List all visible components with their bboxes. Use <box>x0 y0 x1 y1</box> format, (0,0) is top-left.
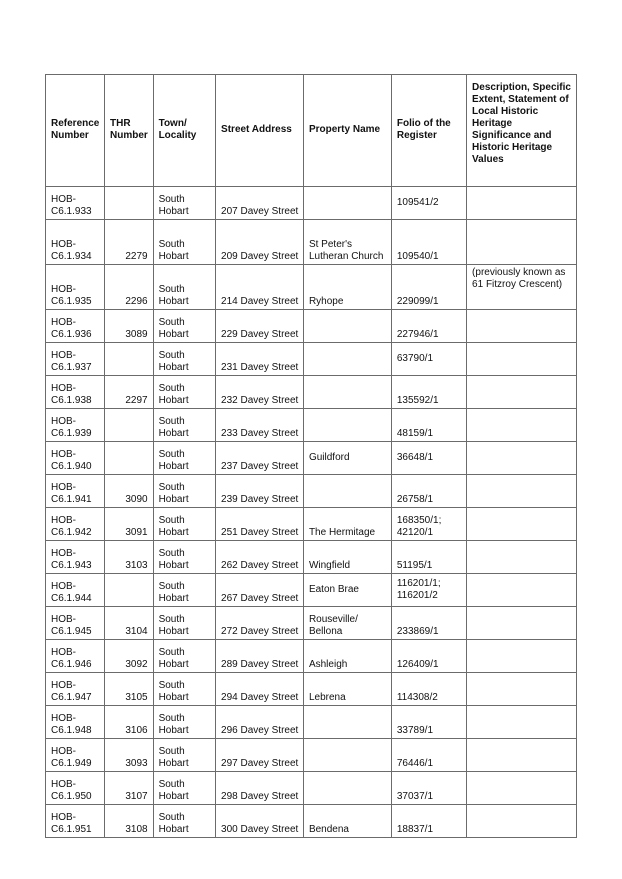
cell-thr-number: 2297 <box>105 376 154 409</box>
cell-town-locality: South Hobart <box>153 442 215 475</box>
cell-street-address: 272 Davey Street <box>216 607 304 640</box>
cell-street-address: 233 Davey Street <box>216 409 304 442</box>
table-row <box>46 640 577 673</box>
cell-thr-number: 3090 <box>105 475 154 508</box>
cell-reference-number: HOB-C6.1.950 <box>46 772 105 805</box>
cell-thr-number <box>105 343 154 376</box>
cell-description <box>467 343 577 376</box>
cell-street-address: 239 Davey Street <box>216 475 304 508</box>
cell-thr-number: 3103 <box>105 541 154 574</box>
table-row <box>46 343 577 376</box>
cell-folio: 26758/1 <box>391 475 466 508</box>
cell-street-address: 297 Davey Street <box>216 739 304 772</box>
cell-town-locality: South Hobart <box>153 376 215 409</box>
header-description: Description, Specific Extent, Statement of Local Historic Heritage Significance and Historic Heritage Values <box>467 75 577 187</box>
cell-description <box>467 310 577 343</box>
cell-reference-number: HOB-C6.1.948 <box>46 706 105 739</box>
cell-street-address: 232 Davey Street <box>216 376 304 409</box>
header-property-name: Property Name <box>303 75 391 187</box>
header-town-locality: Town/ Locality <box>153 75 215 187</box>
cell-street-address: 229 Davey Street <box>216 310 304 343</box>
cell-property-name <box>303 409 391 442</box>
cell-street-address: 267 Davey Street <box>216 574 304 607</box>
cell-description <box>467 409 577 442</box>
cell-folio: 116201/1; 116201/2 <box>391 574 466 607</box>
cell-folio: 109540/1 <box>391 220 466 265</box>
cell-property-name <box>303 187 391 220</box>
cell-street-address: 231 Davey Street <box>216 343 304 376</box>
table-row <box>46 541 577 574</box>
cell-description <box>467 772 577 805</box>
cell-town-locality: South Hobart <box>153 673 215 706</box>
cell-folio: 33789/1 <box>391 706 466 739</box>
cell-town-locality: South Hobart <box>153 772 215 805</box>
cell-reference-number: HOB-C6.1.937 <box>46 343 105 376</box>
cell-reference-number: HOB-C6.1.947 <box>46 673 105 706</box>
cell-town-locality: South Hobart <box>153 187 215 220</box>
cell-town-locality: South Hobart <box>153 475 215 508</box>
cell-street-address: 251 Davey Street <box>216 508 304 541</box>
cell-description <box>467 442 577 475</box>
cell-property-name: Eaton Brae <box>303 574 391 607</box>
cell-thr-number: 3092 <box>105 640 154 673</box>
table-row <box>46 772 577 805</box>
cell-folio: 168350/1; 42120/1 <box>391 508 466 541</box>
cell-reference-number: HOB-C6.1.934 <box>46 220 105 265</box>
cell-town-locality: South Hobart <box>153 739 215 772</box>
cell-thr-number: 3104 <box>105 607 154 640</box>
cell-folio: 36648/1 <box>391 442 466 475</box>
cell-description <box>467 475 577 508</box>
cell-thr-number <box>105 187 154 220</box>
cell-property-name: Wingfield <box>303 541 391 574</box>
cell-street-address: 262 Davey Street <box>216 541 304 574</box>
cell-town-locality: South Hobart <box>153 640 215 673</box>
cell-street-address: 294 Davey Street <box>216 673 304 706</box>
cell-description <box>467 187 577 220</box>
cell-street-address: 237 Davey Street <box>216 442 304 475</box>
cell-reference-number: HOB-C6.1.939 <box>46 409 105 442</box>
cell-reference-number: HOB-C6.1.938 <box>46 376 105 409</box>
cell-property-name <box>303 343 391 376</box>
cell-thr-number: 3107 <box>105 772 154 805</box>
cell-property-name <box>303 475 391 508</box>
header-thr-number: THR Number <box>105 75 154 187</box>
cell-reference-number: HOB-C6.1.940 <box>46 442 105 475</box>
table-row <box>46 673 577 706</box>
cell-street-address: 214 Davey Street <box>216 265 304 310</box>
cell-property-name: Ashleigh <box>303 640 391 673</box>
cell-thr-number: 3105 <box>105 673 154 706</box>
cell-folio: 126409/1 <box>391 640 466 673</box>
cell-town-locality: South Hobart <box>153 541 215 574</box>
cell-reference-number: HOB-C6.1.936 <box>46 310 105 343</box>
cell-town-locality: South Hobart <box>153 409 215 442</box>
cell-folio: 18837/1 <box>391 805 466 838</box>
cell-description <box>467 376 577 409</box>
cell-reference-number: HOB-C6.1.942 <box>46 508 105 541</box>
cell-town-locality: South Hobart <box>153 574 215 607</box>
cell-street-address: 209 Davey Street <box>216 220 304 265</box>
cell-folio: 114308/2 <box>391 673 466 706</box>
cell-thr-number: 3093 <box>105 739 154 772</box>
cell-reference-number: HOB-C6.1.935 <box>46 265 105 310</box>
cell-folio: 109541/2 <box>391 187 466 220</box>
cell-reference-number: HOB-C6.1.951 <box>46 805 105 838</box>
table-row <box>46 805 577 838</box>
cell-folio: 63790/1 <box>391 343 466 376</box>
table-row <box>46 739 577 772</box>
cell-property-name <box>303 772 391 805</box>
table-header <box>46 75 577 187</box>
cell-town-locality: South Hobart <box>153 508 215 541</box>
table-row <box>46 475 577 508</box>
cell-property-name: Rouseville/ Bellona <box>303 607 391 640</box>
cell-description <box>467 706 577 739</box>
cell-property-name: Bendena <box>303 805 391 838</box>
cell-description <box>467 805 577 838</box>
cell-folio: 51195/1 <box>391 541 466 574</box>
table-row <box>46 376 577 409</box>
table-body <box>46 187 577 838</box>
cell-reference-number: HOB-C6.1.941 <box>46 475 105 508</box>
cell-description <box>467 508 577 541</box>
cell-description <box>467 541 577 574</box>
cell-property-name: Ryhope <box>303 265 391 310</box>
cell-folio: 37037/1 <box>391 772 466 805</box>
cell-description <box>467 739 577 772</box>
header-folio: Folio of the Register <box>391 75 466 187</box>
cell-property-name: Guildford <box>303 442 391 475</box>
header-street-address: Street Address <box>216 75 304 187</box>
cell-folio: 48159/1 <box>391 409 466 442</box>
cell-street-address: 298 Davey Street <box>216 772 304 805</box>
table-row <box>46 187 577 220</box>
cell-folio: 135592/1 <box>391 376 466 409</box>
cell-description: (previously known as 61 Fitzroy Crescent) <box>467 265 577 310</box>
cell-thr-number: 3089 <box>105 310 154 343</box>
cell-town-locality: South Hobart <box>153 706 215 739</box>
table-row <box>46 442 577 475</box>
table-row <box>46 409 577 442</box>
cell-folio: 227946/1 <box>391 310 466 343</box>
cell-description <box>467 640 577 673</box>
cell-town-locality: South Hobart <box>153 265 215 310</box>
table-row <box>46 265 577 310</box>
table-row <box>46 310 577 343</box>
cell-description <box>467 220 577 265</box>
cell-property-name: St Peter's Lutheran Church <box>303 220 391 265</box>
cell-thr-number <box>105 574 154 607</box>
cell-town-locality: South Hobart <box>153 220 215 265</box>
cell-folio: 233869/1 <box>391 607 466 640</box>
table-row <box>46 706 577 739</box>
cell-property-name <box>303 706 391 739</box>
cell-description <box>467 574 577 607</box>
cell-description <box>467 673 577 706</box>
cell-thr-number: 2296 <box>105 265 154 310</box>
cell-street-address: 207 Davey Street <box>216 187 304 220</box>
cell-town-locality: South Hobart <box>153 343 215 376</box>
cell-thr-number: 2279 <box>105 220 154 265</box>
cell-folio: 76446/1 <box>391 739 466 772</box>
table-row <box>46 508 577 541</box>
cell-property-name: The Hermitage <box>303 508 391 541</box>
cell-thr-number: 3106 <box>105 706 154 739</box>
cell-reference-number: HOB-C6.1.946 <box>46 640 105 673</box>
cell-folio: 229099/1 <box>391 265 466 310</box>
cell-property-name <box>303 376 391 409</box>
cell-town-locality: South Hobart <box>153 607 215 640</box>
cell-property-name: Lebrena <box>303 673 391 706</box>
cell-reference-number: HOB-C6.1.943 <box>46 541 105 574</box>
cell-thr-number: 3091 <box>105 508 154 541</box>
table-row <box>46 607 577 640</box>
cell-town-locality: South Hobart <box>153 805 215 838</box>
cell-street-address: 296 Davey Street <box>216 706 304 739</box>
header-row <box>46 75 577 187</box>
cell-thr-number: 3108 <box>105 805 154 838</box>
table-row <box>46 574 577 607</box>
cell-street-address: 289 Davey Street <box>216 640 304 673</box>
cell-town-locality: South Hobart <box>153 310 215 343</box>
cell-thr-number <box>105 442 154 475</box>
heritage-register-table <box>45 74 577 838</box>
header-reference-number: Reference Number <box>46 75 105 187</box>
cell-reference-number: HOB-C6.1.933 <box>46 187 105 220</box>
cell-property-name <box>303 739 391 772</box>
cell-description <box>467 607 577 640</box>
cell-reference-number: HOB-C6.1.944 <box>46 574 105 607</box>
cell-thr-number <box>105 409 154 442</box>
cell-street-address: 300 Davey Street <box>216 805 304 838</box>
cell-reference-number: HOB-C6.1.945 <box>46 607 105 640</box>
cell-property-name <box>303 310 391 343</box>
cell-reference-number: HOB-C6.1.949 <box>46 739 105 772</box>
table-row <box>46 220 577 265</box>
